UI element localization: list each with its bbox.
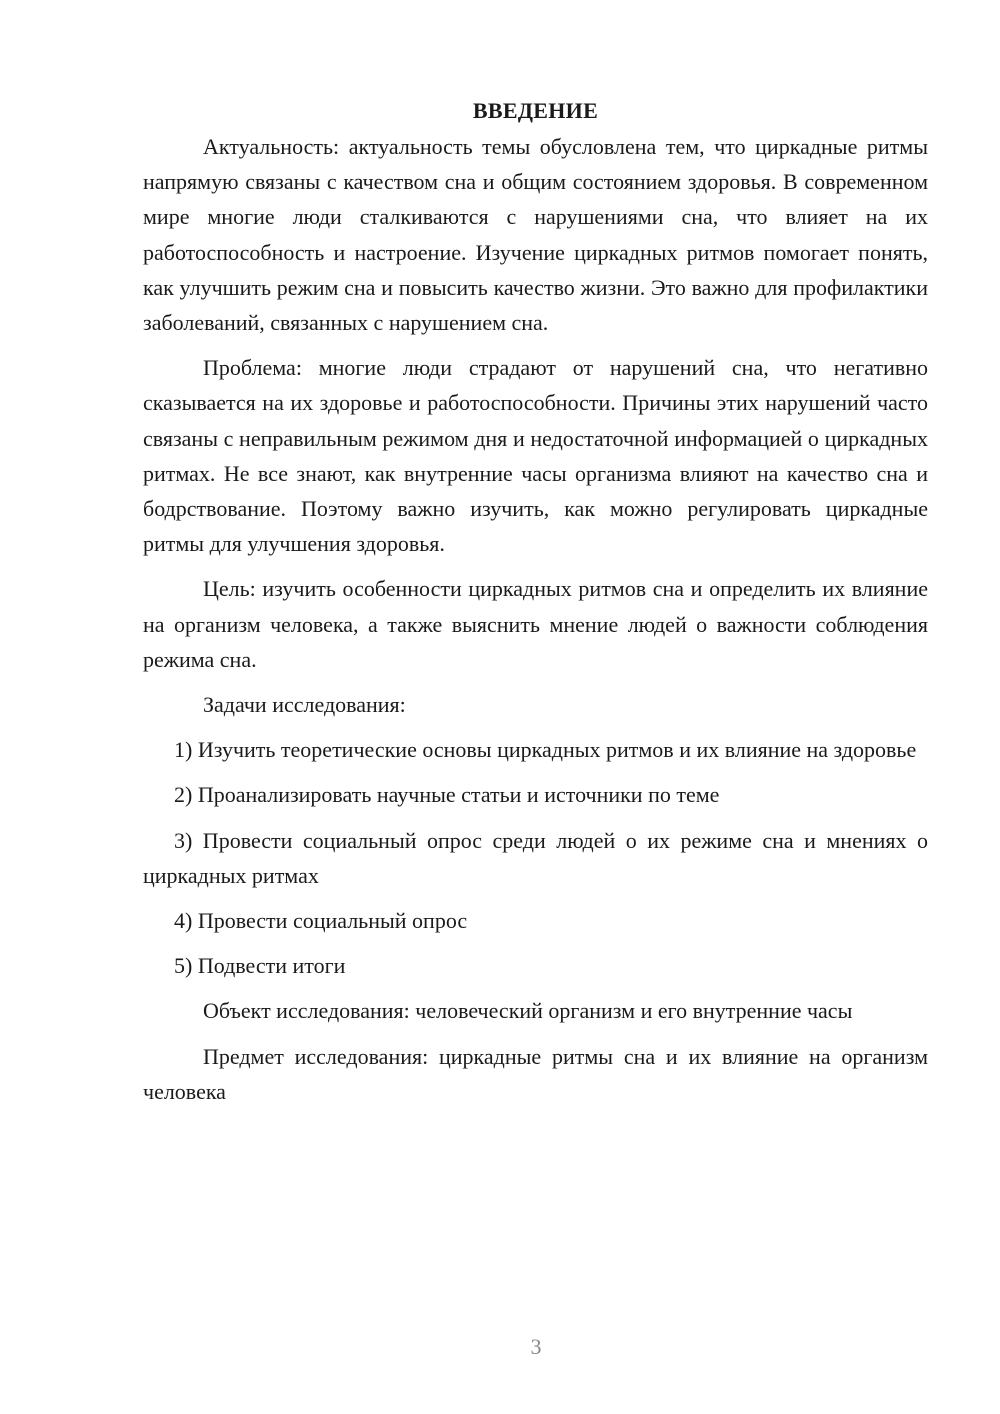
goal-paragraph: Цель: изучить особенности циркадных ритмов сна и определить их влияние на организм человека, а также выяснить мнение людей о важности соблюдения режима сна. — [143, 576, 928, 672]
task-item-2: 2) Проанализировать научные статьи и источники по теме — [174, 782, 720, 808]
page-number: 3 — [530, 1334, 542, 1359]
task-item-3: 3) Провести социальный опрос среди людей о их режиме сна и мнениях о циркадных ритмах — [143, 827, 928, 888]
relevance-paragraph: Актуальность: актуальность темы обусловлена тем, что циркадные ритмы напрямую связаны с качеством сна и общим состоянием здоровья. В современном мире многие люди сталкиваются с нарушениями сна, что влияет на их работоспособность и настроение. Изучение циркадных ритмов помогает понять, как улучшить режим сна и повысить качество жизни. Это важно для профилактики заболеваний, связанных с нарушением сна. — [143, 134, 928, 336]
task-item-5: 5) Подвести итоги — [174, 953, 346, 979]
task-item-4: 4) Провести социальный опрос — [174, 908, 468, 934]
problem-paragraph: Проблема: многие люди страдают от нарушений сна, что негативно сказывается на их здоровье и работоспособности. Причины этих нарушений часто связаны с неправильным режимом дня и недостаточной информацией о циркадных ритмах. Не все знают, как внутренние часы организма влияют на качество сна и бодрствование. Поэтому важно изучить, как можно регулировать циркадные ритмы для улучшения здоровья. — [143, 355, 928, 557]
tasks-heading: Задачи исследования: — [203, 692, 406, 718]
task-item-1: 1) Изучить теоретические основы циркадных ритмов и их влияние на здоровье — [174, 737, 917, 763]
research-subject-paragraph: Предмет исследования: циркадные ритмы сна и их влияние на организм человека — [143, 1043, 928, 1104]
section-title: ВВЕДЕНИЕ — [472, 98, 599, 123]
page-content — [143, 95, 928, 1109]
research-object-paragraph: Объект исследования: человеческий организм и его внутренние часы — [203, 998, 853, 1024]
